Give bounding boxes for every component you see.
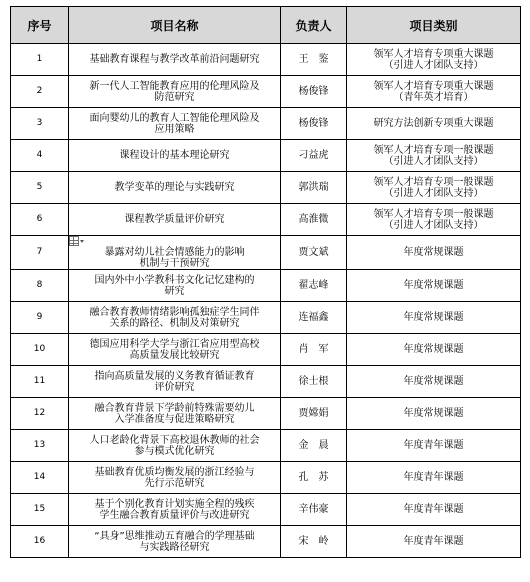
project-category-line: 年度常规课题 — [403, 247, 464, 258]
project-category — [347, 236, 521, 270]
project-title-line: 高质量发展比较研究 — [129, 349, 220, 361]
person-in-charge: 杨俊锋 — [281, 108, 347, 140]
project-title-text: 暴露对幼儿社会情感能力的影响 — [104, 247, 245, 258]
header-category: 项目类别 — [347, 7, 521, 44]
project-category-line: 年度青年课题 — [403, 472, 464, 483]
project-category-line: 领军人才培育专项一般课题 — [373, 176, 494, 188]
table-row — [11, 398, 521, 430]
project-title-line: 防范研究 — [154, 91, 195, 103]
project-category — [347, 334, 521, 366]
project-title — [69, 398, 281, 430]
person-in-charge: 徐士根 — [281, 366, 347, 398]
person-in-charge: 孔 苏 — [281, 462, 347, 494]
project-category — [347, 76, 521, 108]
project-title-line: 融合教育教师情绪影响孤独症学生同伴 — [89, 306, 260, 318]
row-number: 16 — [11, 526, 69, 558]
project-category-line: 领军人才培育专项重大课题 — [373, 48, 494, 60]
project-title — [69, 172, 281, 204]
project-category — [347, 140, 521, 172]
project-category — [347, 462, 521, 494]
project-title-line: 与实践路径研究 — [139, 541, 210, 553]
project-category-line: 年度常规课题 — [403, 408, 464, 419]
table-row — [11, 526, 521, 558]
table-row — [11, 44, 521, 76]
project-category-line: 年度常规课题 — [403, 344, 464, 355]
project-title — [69, 140, 281, 172]
project-table — [10, 6, 521, 558]
project-title — [69, 334, 281, 366]
project-category-line: 年度青年课题 — [403, 504, 464, 515]
project-title — [69, 366, 281, 398]
table-row — [11, 76, 521, 108]
project-title — [69, 236, 281, 270]
project-title — [69, 302, 281, 334]
row-number: 9 — [11, 302, 69, 334]
project-category-line: （引进人才团队支持） — [383, 155, 484, 167]
person-in-charge: 肖 军 — [281, 334, 347, 366]
table-row — [11, 204, 521, 236]
table-row — [11, 366, 521, 398]
project-title — [69, 108, 281, 140]
table-row — [11, 236, 521, 270]
project-title — [69, 76, 281, 108]
project-category — [347, 108, 521, 140]
table-row — [11, 334, 521, 366]
project-title-line: 新一代人工智能教育应用的伦理风险及 — [89, 80, 260, 92]
person-in-charge: 连福鑫 — [281, 302, 347, 334]
table-options-icon[interactable] — [69, 236, 85, 247]
person-in-charge: 刁益虎 — [281, 140, 347, 172]
person-in-charge: 王 鉴 — [281, 44, 347, 76]
person-in-charge: 杨俊锋 — [281, 76, 347, 108]
project-category — [347, 204, 521, 236]
project-title-line: 应用策略 — [154, 123, 195, 135]
project-category-line: （引进人才团队支持） — [383, 219, 484, 231]
project-title — [69, 462, 281, 494]
project-title-line: 教学变革的理论与实践研究 — [114, 182, 235, 193]
project-title-line: 基于个别化教育计划实施全程的残疾 — [94, 498, 255, 510]
row-number: 13 — [11, 430, 69, 462]
table-row — [11, 462, 521, 494]
table-row — [11, 108, 521, 140]
project-title-line: “具身”思维推动五育融合的学理基础 — [94, 530, 255, 542]
project-category-line: （青年英才培育） — [393, 91, 474, 103]
row-number: 14 — [11, 462, 69, 494]
project-title-line: 关系的路径、机制及对策研究 — [109, 317, 240, 329]
table-body — [11, 44, 521, 558]
project-title — [69, 526, 281, 558]
project-title-line: 机制与干预研究 — [139, 258, 210, 269]
table-row — [11, 302, 521, 334]
project-title-line: 学生融合教育质量评价与改进研究 — [99, 509, 250, 521]
project-title-line: 基础教育课程与教学改革前沿问题研究 — [89, 54, 260, 65]
row-number: 2 — [11, 76, 69, 108]
project-category-line: 年度常规课题 — [403, 376, 464, 387]
project-title-line: 面向婴幼儿的教育人工智能伦理风险及 — [89, 112, 260, 124]
project-category-line: 研究方法创新专项重大课题 — [373, 118, 494, 129]
project-category — [347, 302, 521, 334]
project-category — [347, 172, 521, 204]
header-person: 负责人 — [281, 7, 347, 44]
project-title-line: 课程教学质量评价研究 — [124, 214, 225, 225]
row-number: 3 — [11, 108, 69, 140]
project-title-line: 指向高质量发展的义务教育循证教育 — [94, 370, 255, 382]
header-row — [11, 7, 521, 44]
row-number: 11 — [11, 366, 69, 398]
project-category-line: （引进人才团队支持） — [383, 187, 484, 199]
table-row — [11, 494, 521, 526]
project-category — [347, 44, 521, 76]
person-in-charge: 贾嫦娟 — [281, 398, 347, 430]
project-title-line: 融合教育背景下学龄前特殊需要幼儿 — [94, 402, 255, 414]
row-number: 1 — [11, 44, 69, 76]
project-category-line: 年度常规课题 — [403, 312, 464, 323]
table-row — [11, 140, 521, 172]
project-title-line: 入学准备度与促进策略研究 — [114, 413, 235, 425]
project-category — [347, 398, 521, 430]
project-title-line — [69, 236, 280, 258]
project-title-line: 德国应用科学大学与浙江省应用型高校 — [89, 338, 260, 350]
project-category — [347, 526, 521, 558]
project-title-line: 评价研究 — [154, 381, 195, 393]
project-title — [69, 204, 281, 236]
project-category — [347, 366, 521, 398]
project-title — [69, 44, 281, 76]
project-category — [347, 494, 521, 526]
row-number: 10 — [11, 334, 69, 366]
header-title: 项目名称 — [69, 7, 281, 44]
project-title-line: 参与模式优化研究 — [134, 445, 215, 457]
person-in-charge: 贾文斌 — [281, 236, 347, 270]
row-number: 4 — [11, 140, 69, 172]
project-category — [347, 430, 521, 462]
table-row — [11, 430, 521, 462]
header-no: 序号 — [11, 7, 69, 44]
project-category-line: （引进人才团队支持） — [383, 59, 484, 71]
project-category-line: 年度青年课题 — [403, 536, 464, 547]
project-category-line: 领军人才培育专项一般课题 — [373, 208, 494, 220]
project-title-line: 基础教育优质均衡发展的浙江经验与 — [94, 466, 255, 478]
row-number: 6 — [11, 204, 69, 236]
project-title-line: 人口老龄化背景下高校退休教师的社会 — [89, 434, 260, 446]
project-title-line: 研究 — [164, 285, 185, 297]
project-title — [69, 430, 281, 462]
row-number: 12 — [11, 398, 69, 430]
table-row — [11, 270, 521, 302]
project-category — [347, 270, 521, 302]
row-number: 7 — [11, 236, 69, 270]
person-in-charge: 金 晨 — [281, 430, 347, 462]
person-in-charge: 高淮微 — [281, 204, 347, 236]
table-row — [11, 172, 521, 204]
project-title-line: 先行示范研究 — [144, 477, 205, 489]
project-category-line: 年度青年课题 — [403, 440, 464, 451]
project-category-line: 年度常规课题 — [403, 280, 464, 291]
person-in-charge: 翟志峰 — [281, 270, 347, 302]
row-number: 5 — [11, 172, 69, 204]
person-in-charge: 辛伟豪 — [281, 494, 347, 526]
person-in-charge: 宋 岭 — [281, 526, 347, 558]
project-title-line: 课程设计的基本理论研究 — [119, 150, 230, 161]
row-number: 15 — [11, 494, 69, 526]
project-category-line: 领军人才培育专项重大课题 — [373, 80, 494, 92]
row-number: 8 — [11, 270, 69, 302]
project-category-line: 领军人才培育专项一般课题 — [373, 144, 494, 156]
person-in-charge: 郭洪瑞 — [281, 172, 347, 204]
project-title-line: 国内外中小学教科书文化记忆建构的 — [94, 274, 255, 286]
project-title — [69, 270, 281, 302]
project-title — [69, 494, 281, 526]
